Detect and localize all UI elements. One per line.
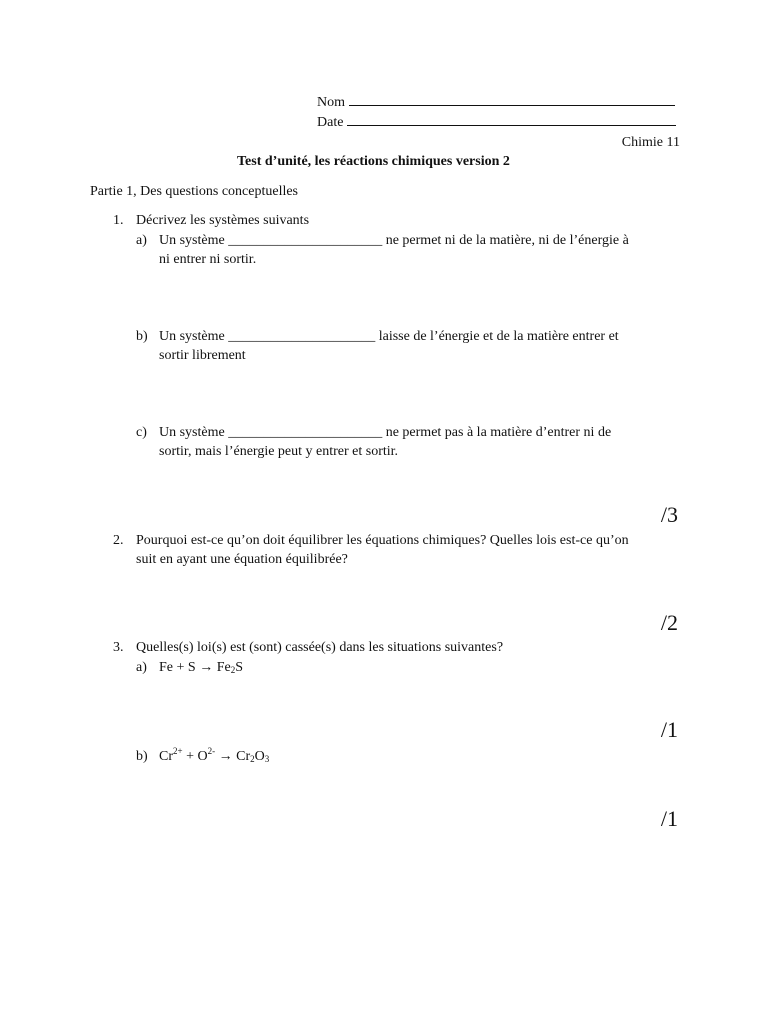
q1b-marker: b) <box>136 329 148 344</box>
q3b-marker: b) <box>136 749 148 764</box>
q1b-before: Un système <box>159 329 225 344</box>
cr-symbol: Cr <box>159 749 173 764</box>
q1c-after: ne permet pas à la matière d’entrer ni de <box>385 425 612 440</box>
q3b-equation <box>159 747 269 766</box>
q2-line1: Pourquoi est-ce qu’on doit équilibrer les équations chimiques? Quelles lois est-ce qu’on <box>136 533 629 548</box>
q3a-marker: a) <box>136 660 147 675</box>
o-symbol: O <box>197 749 208 764</box>
q1-number: 1. <box>113 213 124 228</box>
charge: 2- <box>207 746 216 756</box>
q1a-line1 <box>159 231 629 250</box>
reaction-arrow: → <box>218 749 233 764</box>
fe2s-formula <box>217 660 243 675</box>
subscript: 2 <box>250 754 255 764</box>
q1a-blank[interactable]: ______________________ <box>228 233 383 248</box>
q3-number: 3. <box>113 640 124 655</box>
q3b-score: /1 <box>660 806 678 831</box>
date-label: Date <box>317 115 344 130</box>
q1c-marker: c) <box>136 425 147 440</box>
q2-line2: suit en ayant une équation équilibrée? <box>136 552 348 567</box>
nom-label: Nom <box>317 95 345 110</box>
cr2o3-formula <box>236 749 269 764</box>
page-title: Test d’unité, les réactions chimiques version 2 <box>237 154 510 169</box>
q2-score: /2 <box>660 610 678 635</box>
date-blank[interactable] <box>347 113 676 126</box>
s-symbol: S <box>187 660 196 675</box>
q2-number: 2. <box>113 533 124 548</box>
subscript: 2 <box>230 665 236 675</box>
q1-text: Décrivez les systèmes suivants <box>136 213 310 228</box>
nom-line <box>317 93 675 112</box>
q1-score: /3 <box>660 502 678 527</box>
q1c-line2: sortir, mais l’énergie peut y entrer et sortir. <box>159 444 399 459</box>
nom-blank[interactable] <box>349 93 675 106</box>
q3a-equation <box>159 658 243 677</box>
course-label: Chimie 11 <box>621 135 680 150</box>
subscript: 3 <box>264 754 270 764</box>
q1a-marker: a) <box>136 233 147 248</box>
reaction-arrow: → <box>199 660 214 675</box>
fe-symbol: Fe <box>159 660 173 675</box>
q1c-blank[interactable]: ______________________ <box>228 425 383 440</box>
cr-symbol: Cr <box>236 749 251 764</box>
cr-ion <box>159 746 183 764</box>
part1-heading: Partie 1, Des questions conceptuelles <box>90 184 299 199</box>
q3a-score: /1 <box>660 717 678 742</box>
o-ion <box>197 746 216 764</box>
o-symbol: O <box>254 749 265 764</box>
date-line <box>317 113 676 132</box>
q1b-blank[interactable]: _____________________ <box>228 329 376 344</box>
q1b-after: laisse de l’énergie et de la matière entrer et <box>378 329 619 344</box>
s-symbol: S <box>235 660 243 675</box>
plus-sign: + <box>176 660 185 675</box>
fe-symbol: Fe <box>216 660 231 675</box>
q1a-before: Un système <box>159 233 225 248</box>
q1a-after: ne permet ni de la matière, ni de l’énergie à <box>385 233 629 248</box>
q1c-line1 <box>159 423 611 442</box>
charge: 2+ <box>173 746 183 756</box>
q1c-before: Un système <box>159 425 225 440</box>
q3-text: Quelles(s) loi(s) est (sont) cassée(s) dans les situations suivantes? <box>136 640 504 655</box>
q1b-line2: sortir librement <box>159 348 246 363</box>
q1a-line2: ni entrer ni sortir. <box>159 252 257 267</box>
plus-sign: + <box>186 749 194 764</box>
q1b-line1 <box>159 327 619 346</box>
